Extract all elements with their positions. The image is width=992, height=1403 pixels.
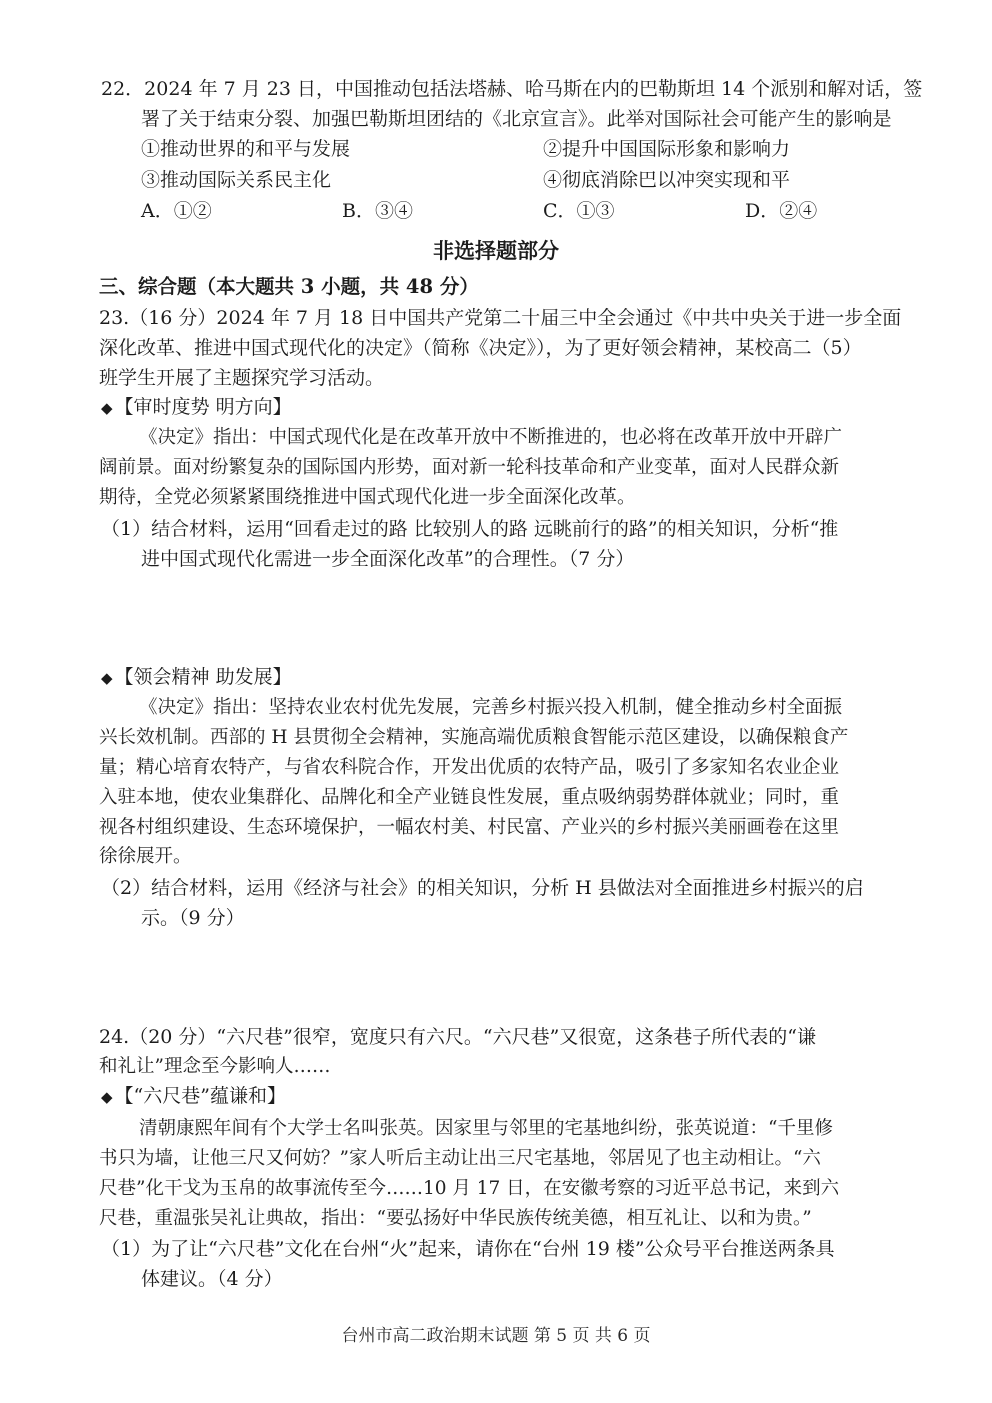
q23-intro-line-2: 深化改革、推进中国式现代化的决定》（简称《决定》），为了更好领会精神，某校高二（5） — [99, 337, 862, 359]
q22-item-2: ②提升中国国际形象和影响力 — [543, 138, 791, 160]
q24-intro-line-2: 和礼让”理念至今影响人…… — [99, 1056, 331, 1077]
q24-material-line-2: 书只为墙，让他三尺又何妨？”家人听后主动让出三尺宅基地，邻居见了也主动相让。“六 — [99, 1148, 821, 1169]
q23-block1-title: 【审时度势 明方向】 — [114, 396, 292, 418]
q22-option-b: B．③④ — [342, 200, 413, 222]
q23-block1-material-line-2: 阔前景。面对纷繁复杂的国际国内形势，面对新一轮科技革命和产业变革，面对人民群众新 — [99, 457, 840, 478]
q23-block2-material-line-1: 《决定》指出：坚持农业农村优先发展，完善乡村振兴投入机制，健全推动乡村全面振 — [139, 697, 843, 718]
q24-material-line-4: 尺巷，重温张吴礼让典故，指出：“要弘扬好中华民族传统美德，相互礼让、以和为贵。” — [99, 1208, 812, 1229]
q23-block1-heading — [101, 395, 292, 420]
q23-block2-material-line-4: 入驻本地，使农业集群化、品牌化和全产业链良性发展，重点吸纳弱势群体就业；同时，重 — [99, 787, 840, 808]
q23-sub1-line-2: 进中国式现代化需进一步全面深化改革”的合理性。（7 分） — [141, 548, 635, 570]
q22-option-a: A．①② — [141, 200, 212, 222]
page-footer: 台州市高二政治期末试题 第 5 页 共 6 页 — [341, 1326, 651, 1346]
part3-heading: 三、综合题（本大题共 3 小题，共 48 分） — [99, 275, 479, 298]
q22-item-4: ④彻底消除巴以冲突实现和平 — [543, 169, 791, 191]
q23-block2-material-line-2: 兴长效机制。西部的 H 县贯彻全会精神，实施高端优质粮食智能示范区建设，以确保粮食产 — [99, 727, 849, 748]
section-title: 非选择题部分 — [433, 238, 559, 263]
q24-sub1-line-2: 体建议。（4 分） — [141, 1268, 283, 1290]
q23-block2-material-line-6: 徐徐展开。 — [99, 846, 192, 867]
q24-intro-line-1: 24.（20 分）“六尺巷”很窄，宽度只有六尺。“六尺巷”又很宽，这条巷子所代表的“谦 — [99, 1026, 817, 1048]
q23-block2-material-line-5: 视各村组织建设、生态环境保护，一幅农村美、村民富、产业兴的乡村振兴美丽画卷在这里 — [99, 817, 840, 838]
q22-item-3: ③推动国际关系民主化 — [141, 169, 332, 191]
q23-block2-title: 【领会精神 助发展】 — [114, 666, 292, 688]
diamond-bullet-icon: ◆ — [101, 669, 113, 687]
q24-block-title: 【“六尺巷”蕴谦和】 — [114, 1085, 286, 1107]
diamond-bullet-icon: ◆ — [101, 1088, 113, 1106]
q22-item-1: ①推动世界的和平与发展 — [141, 138, 351, 160]
q24-sub1-line-1: （1）为了让“六尺巷”文化在台州“火”起来，请你在“台州 19 楼”公众号平台推送两条具 — [101, 1238, 835, 1260]
q23-block2-material-line-3: 量；精心培育农特产，与省农科院合作，开发出优质的农特产品，吸引了多家知名农业企业 — [99, 757, 840, 778]
q23-block1-material-line-3: 期待，全党必须紧紧围绕推进中国式现代化进一步全面深化改革。 — [99, 487, 636, 508]
q22-option-d: D．②④ — [745, 200, 818, 222]
q23-block1-material-line-1: 《决定》指出：中国式现代化是在改革开放中不断推进的，也必将在改革开放中开辟广 — [139, 427, 843, 448]
q22-stem-line-2: 署了关于结束分裂、加强巴勒斯坦团结的《北京宣言》。此举对国际社会可能产生的影响是 — [141, 108, 892, 130]
q23-sub2-line-2: 示。（9 分） — [141, 907, 245, 929]
q22-stem-line-1: 22．2024 年 7 月 23 日，中国推动包括法塔赫、哈马斯在内的巴勒斯坦 14 个派别和解对话，签 — [101, 78, 923, 100]
q23-block2-heading — [101, 665, 292, 690]
q24-material-line-1: 清朝康熙年间有个大学士名叫张英。因家里与邻里的宅基地纠纷，张英说道：“千里修 — [139, 1118, 833, 1139]
diamond-bullet-icon: ◆ — [101, 399, 113, 417]
q23-sub1-line-1: （1）结合材料，运用“回看走过的路 比较别人的路 远眺前行的路”的相关知识，分析“推 — [101, 518, 839, 540]
q23-sub2-line-1: （2）结合材料，运用《经济与社会》的相关知识，分析 H 县做法对全面推进乡村振兴的启 — [101, 877, 864, 899]
q22-option-c: C．①③ — [543, 200, 615, 222]
q23-intro-line-1: 23.（16 分）2024 年 7 月 18 日中国共产党第二十届三中全会通过《中共中央关于进一步全面 — [99, 307, 902, 329]
q24-material-line-3: 尺巷”化干戈为玉帛的故事流传至今……10 月 17 日，在安徽考察的习近平总书记，来到六 — [99, 1178, 840, 1199]
q23-intro-line-3: 班学生开展了主题探究学习活动。 — [99, 367, 385, 389]
q24-block-heading — [101, 1084, 286, 1109]
